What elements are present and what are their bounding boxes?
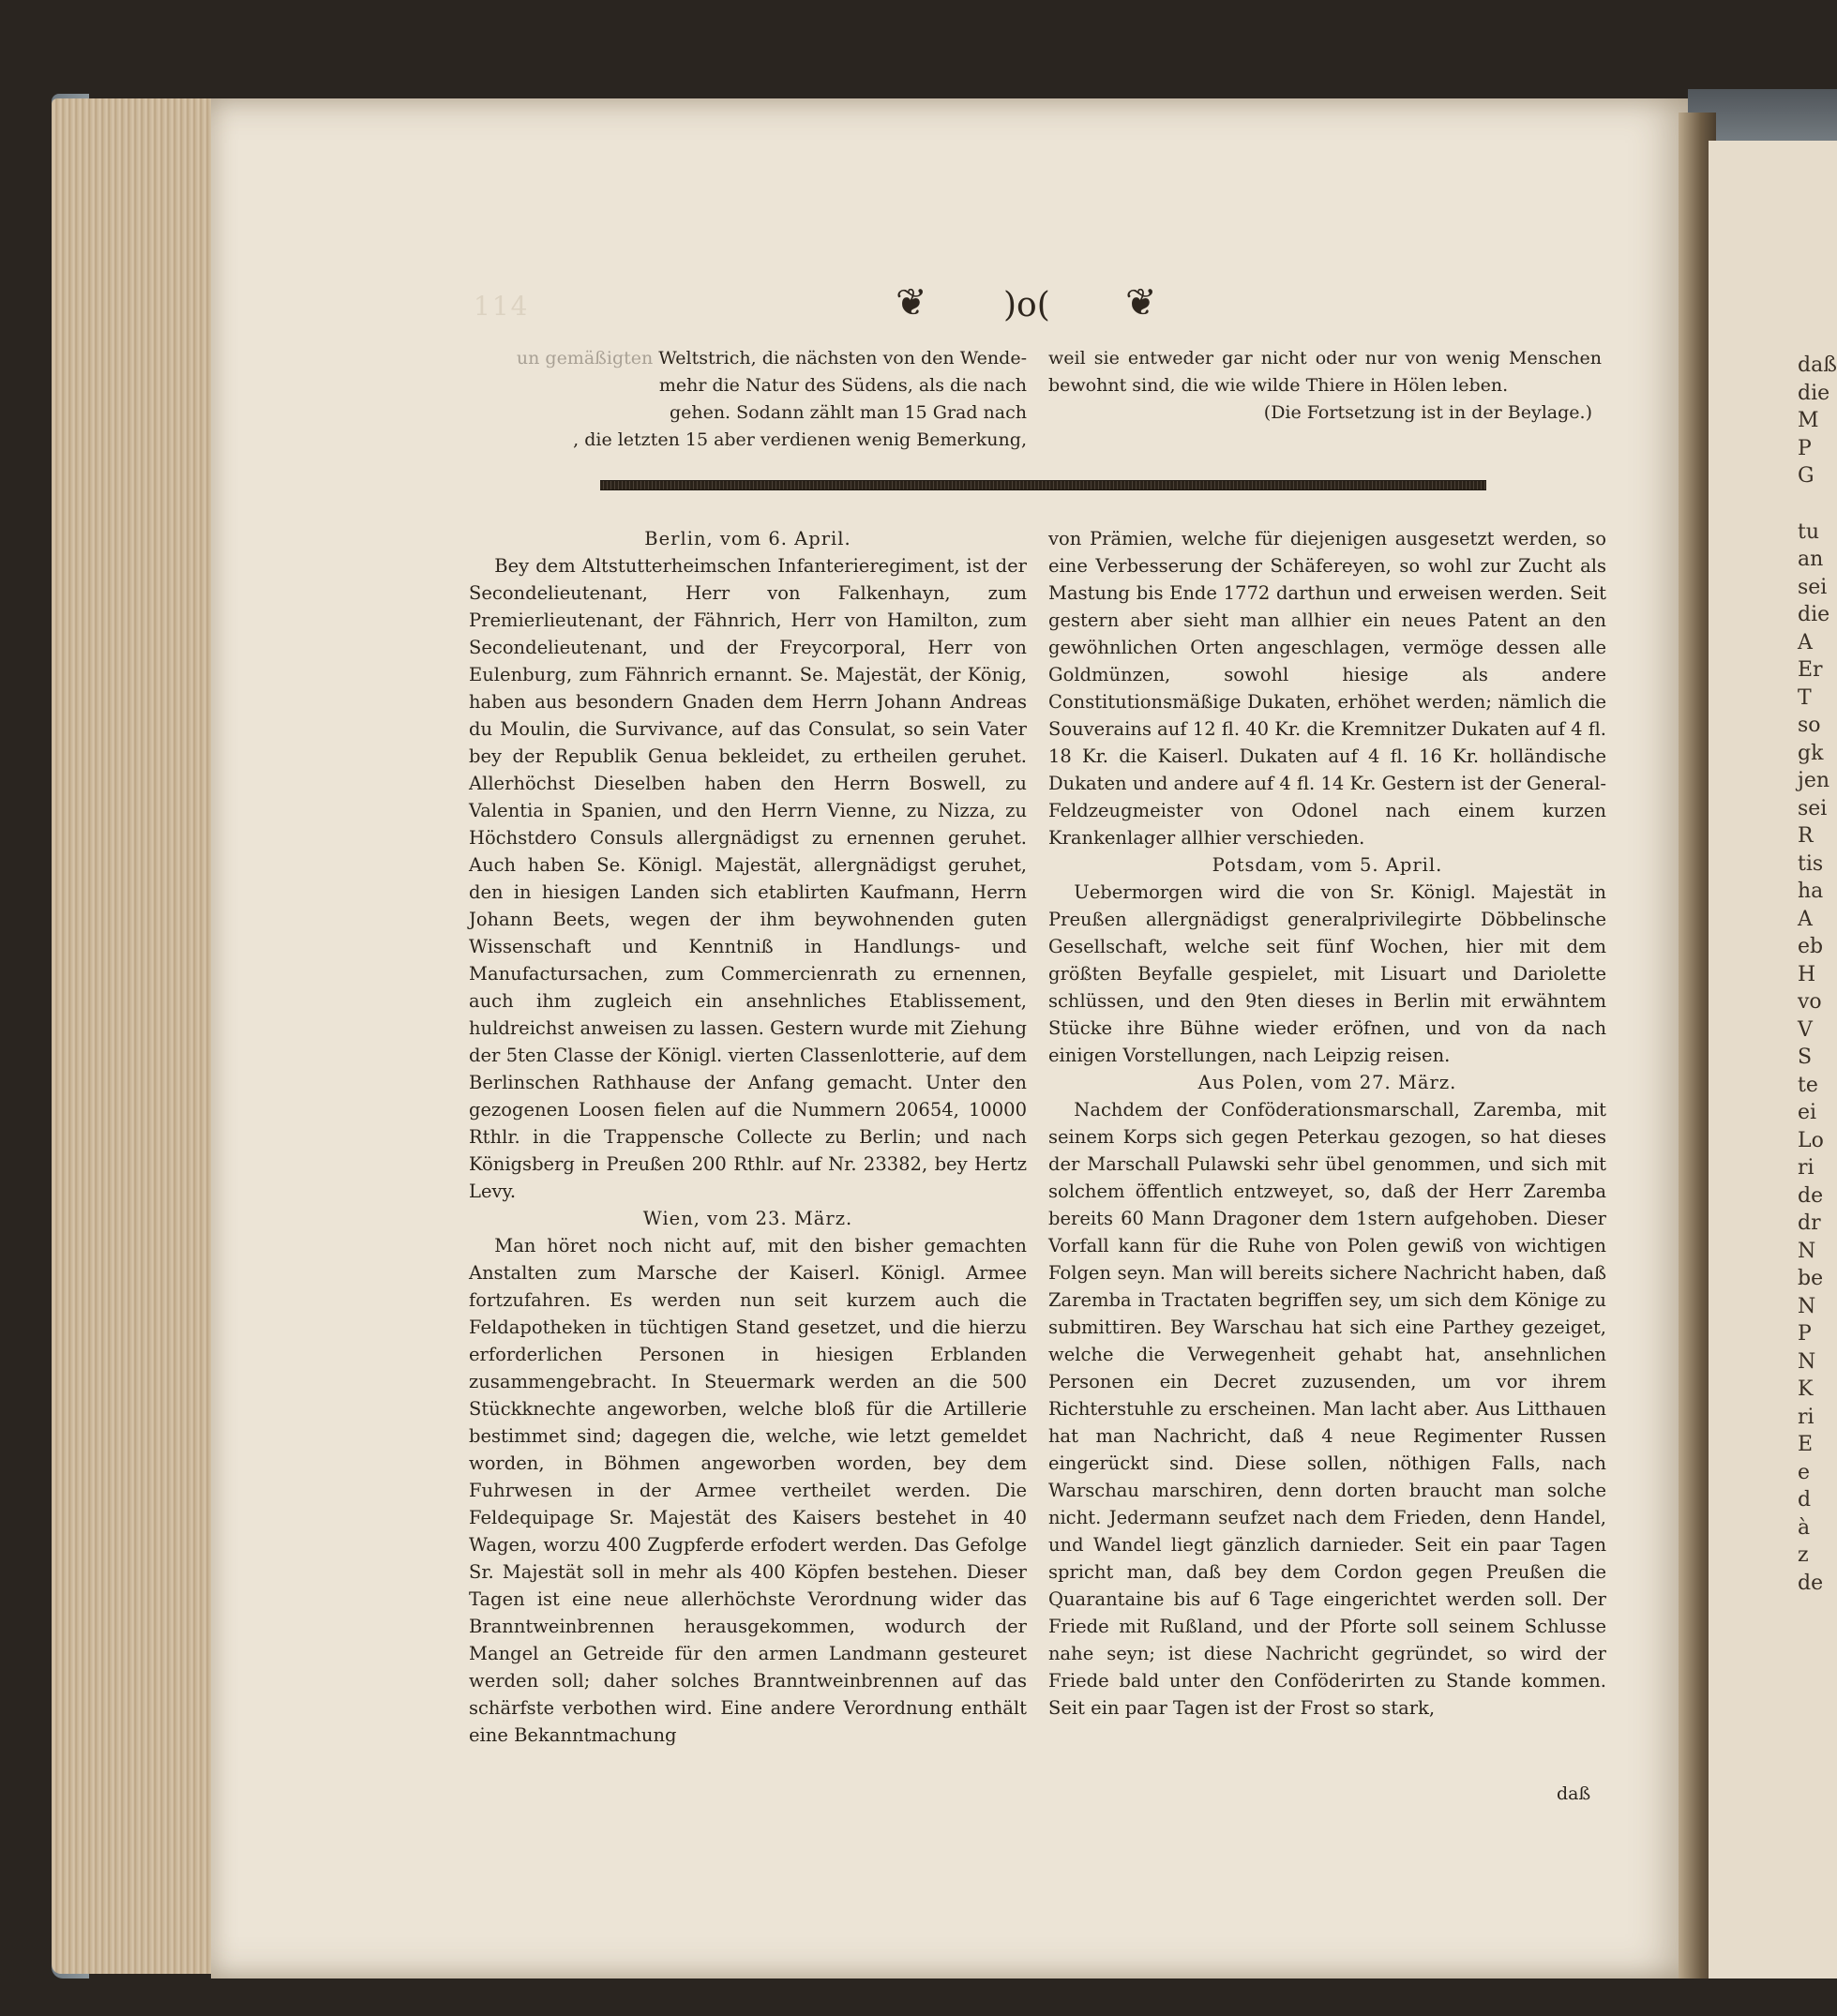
catchword: daß [1557, 1783, 1591, 1804]
facing-page-fragment: V [1798, 1017, 1813, 1042]
facing-page-fragment: P [1798, 436, 1812, 460]
facing-page-fragment: z [1798, 1543, 1809, 1567]
wien-headline: Wien, vom 23. März. [642, 1208, 853, 1229]
facing-page-fragment: ha [1798, 880, 1824, 903]
polen-headline: Aus Polen, vom 27. März. [1197, 1072, 1457, 1093]
continuation-note: (Die Fortsetzung ist in der Beylage.) [1263, 402, 1592, 423]
facing-page-fragment: P [1798, 1322, 1812, 1346]
facing-page-fragment: tis [1798, 851, 1824, 876]
facing-page-fragment: vo [1798, 990, 1822, 1014]
faded-text: un gemäßigten [516, 348, 654, 369]
facing-page-fragment: T [1798, 685, 1812, 710]
text-line: gehen. Sodann zählt man 15 Grad nach [669, 402, 1027, 423]
facing-page-fragment: K [1798, 1377, 1814, 1401]
potsdam-article: Uebermorgen wird die von Sr. Königl. Majestät in Preußen allergnädigst generalprivilegirte Döbbelinsche Gesellschaft, welche seit fünf Wochen, hier mit dem größten Beyfalle gespielet, mit Lisuart und Dariolette schlüssen, und den 9ten dieses in Berlin mit erwähntem Stücke ihre Bühne wieder eröfnen, und von da nach einigen Vorstellungen, nach Leipzig reisen. [1048, 881, 1606, 1066]
page-edges [52, 98, 211, 1974]
facing-page-fragment: tu [1798, 519, 1820, 544]
facing-page-fragment: d [1798, 1488, 1812, 1512]
facing-page-fragment: be [1798, 1267, 1824, 1290]
facing-page-fragment: R [1798, 824, 1814, 848]
paragraph: weil sie entweder gar nicht oder nur von wenig Menschen bewohnt sind, die wie wilde Thiere in Hölen leben. [1048, 348, 1602, 396]
facing-page-fragment: de [1798, 1571, 1824, 1595]
facing-page-fragment: ei [1798, 1101, 1817, 1124]
shell-ornament-icon: ❦ [896, 281, 927, 324]
facing-page [1709, 141, 1837, 1978]
facing-page-fragment: te [1798, 1073, 1818, 1097]
divider-ornament-icon: )o( [1003, 286, 1050, 324]
facing-page-fragment: A [1798, 630, 1813, 654]
facing-page-fragment: N [1798, 1239, 1816, 1263]
facing-page-fragment: à [1798, 1515, 1811, 1540]
berlin-article: Bey dem Altstutterheimschen Infanterieregiment, ist der Secondelieutenant, Herr von Falkenhayn, zum Premierlieutenant, der Fähnrich, Herr von Hamilton, zum Secondelieutenant, und der Freycorporal, Herr von Eulenburg, zum Fähnrich ernannt. Se. Majestät, der König, haben aus besondern Gnaden dem Herrn Johann Andreas du Moulin, die Survivance, auf das Consulat, so sein Vater bey der Republik Genua bekleidet, zu ertheilen geruhet. Allerhöchst Dieselben haben den Herrn Boswell, zu Valentia in Spanien, und den Herrn Vienne, zu Nizza, zu Höchstdero Consuls allergnädigst zu ernennen geruhet. Auch haben Se. Königl. Majestät, allergnädigst geruhet, den in hiesigen Landen sich etablirten Kaufmann, Herrn Johann Beets, wegen der ihm beywohnenden guten Wissenschaft und Kenntniß in Handlungs- und Manufactursachen, zum Commercienrath zu ernennen, auch ihm zugleich ein ansehnliches Etablissement, huldreichst anweisen zu lassen. Gestern wurde mit Ziehung der 5ten Classe der Königl. vierten Classenlotterie, auf dem Berlinschen Rathhause der Anfang gemacht. Unter den gezogenen Loosen fielen auf die Nummern 20654, 10000 Rthlr. in die Trappensche Collecte zu Berlin; und nach Königsberg in Preußen 200 Rthlr. auf Nr. 23382, bey Hertz Levy. [469, 555, 1027, 1202]
shell-ornament-icon: ❦ [1125, 281, 1157, 324]
facing-page-fragment: E [1798, 1433, 1814, 1456]
facing-page-fragment: jen [1798, 769, 1830, 792]
facing-page-fragment: S [1798, 1046, 1813, 1069]
facing-page-fragment: G [1798, 464, 1814, 488]
facing-page-fragment: gk [1798, 741, 1824, 765]
wien-article: Man höret noch nicht auf, mit den bisher gemachten Anstalten zum Marsche der Kaiserl. Königl. Armee fortzufahren. Es werden nun seit kurzem auch die Feldapotheken in tüchtigen Stand gesetzet, und die hierzu erforderlichen Personen in hiesigen Erblanden zusammengebracht. In Steuermark werden an die 500 Stückknechte angeworben, welche bloß für die Artillerie bestimmet sind; dagegen die, welche, wie letzt gemeldet worden, in Böhmen angeworben worden, bey dem Fuhrwesen in der Armee vertheilet werden. Die Feldequipage Sr. Majestät des Kaisers bestehet in 40 Wagen, worzu 400 Zugpferde erfodert werden. Das Gefolge Sr. Majestät soll in mehr als 400 Köpfen bestehen. Dieser Tagen ist eine neue allerhöchste Verordnung wider das Branntweinbrennen herausgekommen, wodurch der Mangel an Getreide für den armen Landmann gesteuret werden soll; daher solches Branntweinbrennen auf das schärfste verbothen wird. Eine andere Verordnung enthält eine Bekanntmachung [469, 1235, 1027, 1746]
facing-page-fragment: Lo [1798, 1128, 1824, 1152]
facing-page-fragment: die [1798, 381, 1830, 405]
polen-article: Nachdem der Conföderationsmarschall, Zaremba, mit seinem Korps sich gegen Peterkau gezogen, so hat dieses der Marschall Pulawski sehr übel genommen, und sich mit solchem öffentlich entzweyet, so, daß der Herr Zaremba bereits 60 Mann Dragoner dem 1stern aufgehoben. Dieser Vorfall kann für die Ruhe von Polen gewiß von wichtigen Folgen seyn. Man will bereits sichere Nachricht haben, daß Zaremba in Tractaten begriffen sey, um sich dem Könige zu submittiren. Bey Warschau hat sich eine Parthey gezeiget, welche die Verwegenheit gehabt hat, ansehnlichen Personen ein Decret zuzusenden, um vor ihrem Richterstuhle zu erscheinen. Man lacht aber. Aus Litthauen hat man Nachricht, daß 4 neue Regimenter Russen eingerückt sind. Diese sollen, nöthigen Falls, nach Warschau marschiren, denn dorten braucht man solche nicht. Jedermann seufzet nach dem Frieden, denn Handel, und Wandel liegt gänzlich darnieder. Seit ein paar Tagen spricht man, daß bey dem Cordon gegen Preußen die Quarantaine bis auf 6 Tage eingerichtet werden soll. Der Friede mit Rußland, und der Pforte soll seinem Schlusse nahe seyn; ist diese Nachricht gegründet, so wird der Friede bald unter den Conföderirten zu Stande kommen. Seit ein paar Tagen ist der Frost so stark, [1048, 1099, 1606, 1719]
facing-page-fragment: Er [1798, 658, 1823, 682]
facing-page-fragment: daß [1798, 354, 1837, 377]
facing-page-fragment: dr [1798, 1211, 1821, 1235]
facing-page-fragment: N [1798, 1294, 1816, 1318]
facing-page-fragment: A [1798, 907, 1813, 931]
facing-page-fragment: ri [1798, 1156, 1814, 1180]
text-line: mehr die Natur des Südens, als die nach [658, 375, 1027, 396]
facing-page-fragment: sei [1798, 575, 1828, 599]
facing-page-fragment: sei [1798, 796, 1828, 820]
left-column [469, 525, 1027, 1749]
section-rule [600, 480, 1486, 490]
top-left-continuation [474, 345, 1027, 454]
wien-article-continued: von Prämien, welche für diejenigen ausgesetzt werden, so eine Verbesserung der Schäfereyen, so wohl zur Zucht als Mastung bis Ende 1772 darthun und erweisen werden. Seit gestern aber sieht man allhier ein neues Patent an den gewöhnlichen Orten angeschlagen, vermöge dessen alle Goldmünzen, sowohl hiesige als andere Constitutionsmäßige Dukaten, erhöhet werden; nämlich die Souverains auf 12 fl. 40 Kr. die Kremnitzer Dukaten auf 4 fl. 18 Kr. die Kaiserl. Dukaten auf 4 fl. 16 Kr. holländische Dukaten und andere auf 4 fl. 14 Kr. Gestern ist der General-Feldzeugmeister von Odonel nach einem kurzen Krankenlager allhier verschieden. [1048, 528, 1606, 849]
top-right-continuation [1048, 345, 1602, 427]
facing-page-fragment: M [1798, 409, 1819, 432]
facing-page-fragment: N [1798, 1349, 1816, 1374]
facing-page-fragment: eb [1798, 935, 1824, 958]
text-line: , die letzten 15 aber verdienen wenig Bemerkung, [573, 429, 1027, 450]
right-column [1048, 525, 1606, 1722]
facing-page-fragment: so [1798, 714, 1821, 737]
berlin-headline: Berlin, vom 6. April. [644, 528, 851, 549]
facing-page-fragment: H [1798, 962, 1816, 986]
facing-page-fragment: de [1798, 1183, 1824, 1208]
facing-page-fragment: e [1798, 1460, 1811, 1484]
facing-page-fragment: an [1798, 548, 1824, 571]
page-number: 114 [474, 291, 530, 322]
potsdam-headline: Potsdam, vom 5. April. [1212, 854, 1443, 876]
text-line: Weltstrich, die nächsten von den Wende- [658, 348, 1027, 369]
facing-page-fragment: ri [1798, 1405, 1814, 1429]
facing-page-fragment: die [1798, 603, 1830, 626]
